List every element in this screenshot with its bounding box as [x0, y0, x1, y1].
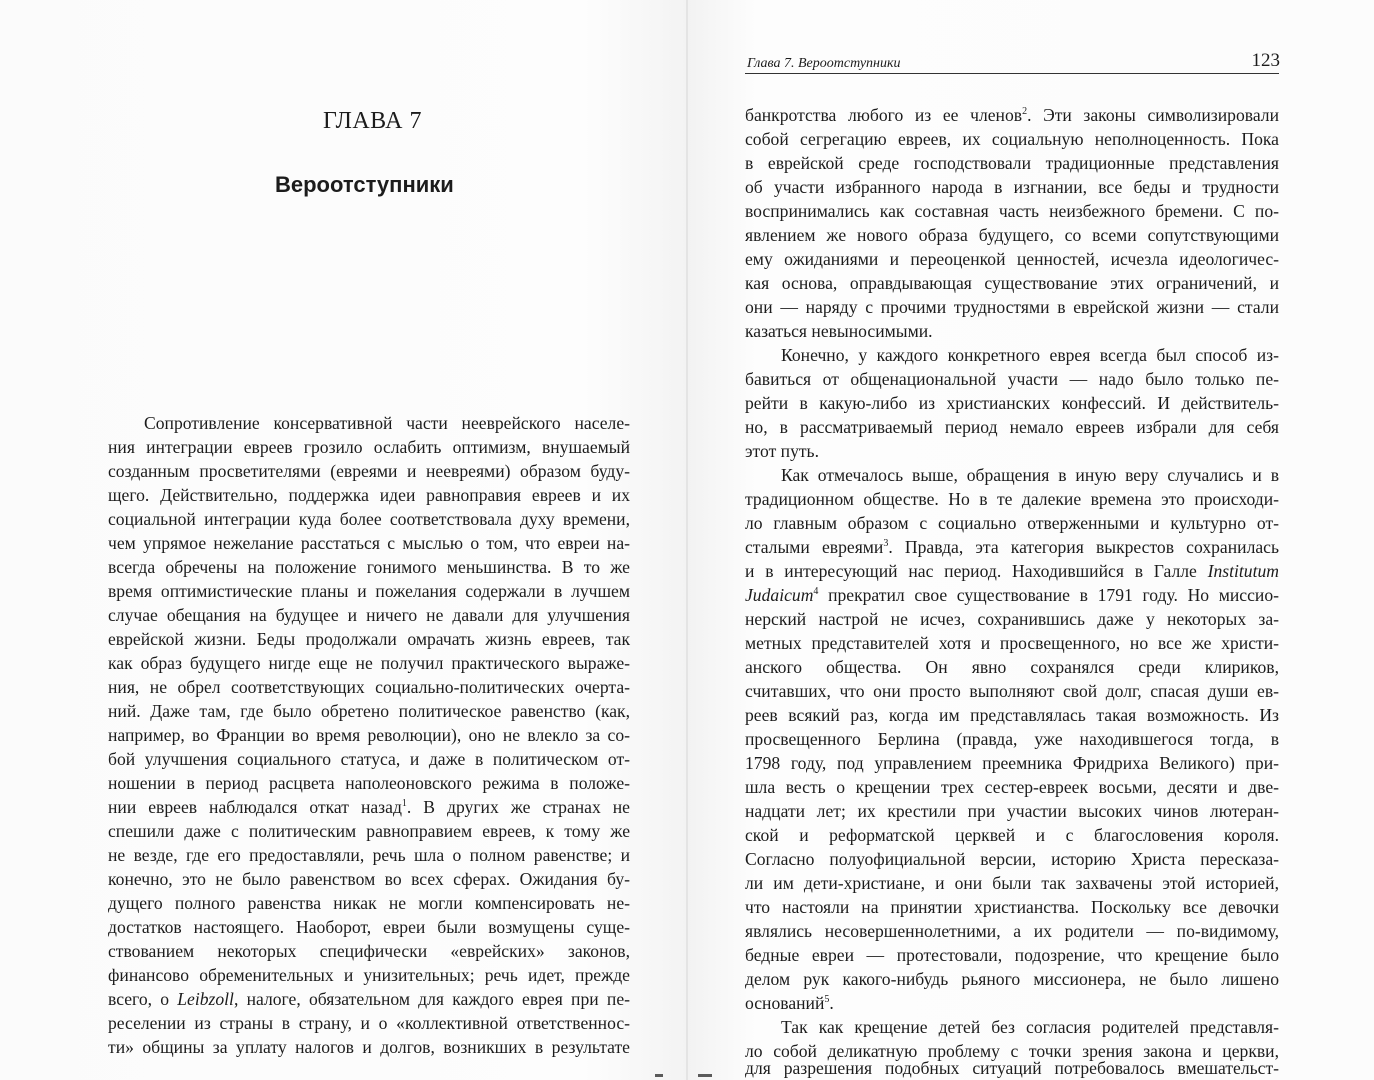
- text-line: ствованием некоторых специфически «еврейских» законов,: [108, 941, 630, 961]
- text-line: об участи избранного народа в изгнании, все беды и трудности: [745, 177, 1279, 197]
- text-line: просвещенного Берлина (правда, уже находившегося тогда, в: [745, 729, 1279, 749]
- text-run: прекратил свое существование в 1791 году. Но миссио-: [818, 585, 1279, 605]
- text-line: финансово обременительных и унизительных; речь идет, прежде: [108, 965, 630, 985]
- text-line: традиционном обществе. Но в те далекие времена это происходи-: [745, 489, 1279, 509]
- italic-term: Leibzoll: [177, 989, 234, 1009]
- text-line: [745, 991, 1279, 1015]
- text-line: спешили даже с политическим равноправием евреев, к тому же: [108, 821, 630, 841]
- text-line: являлись несовершеннолетними, а их родители — по-видимому,: [745, 921, 1279, 941]
- text-run: оснований: [745, 993, 825, 1013]
- text-line: [745, 535, 1279, 559]
- text-line: еврейской жизни. Беды продолжали омрачать жизнь евреев, так: [108, 629, 630, 649]
- chapter-number: ГЛАВА 7: [323, 108, 423, 134]
- running-head: Глава 7. Вероотступники: [747, 56, 901, 71]
- text-line: рейти в какую-либо из христианских конфессий. И действитель-: [745, 393, 1279, 413]
- text-line: 1798 году, под управлением преемника Фридриха Великого) при-: [745, 753, 1279, 773]
- text-line: ния интеграции евреев грозило ослабить оптимизм, внушаемый: [108, 437, 630, 457]
- text-line: социальной интеграции куда более соответствовала духу времени,: [108, 509, 630, 529]
- text-line: делом рук какого-нибудь рьяного миссионера, не было лишено: [745, 969, 1279, 989]
- header-rule: [745, 73, 1279, 74]
- text-line: бавиться от общенациональной участи — надо было только пе-: [745, 369, 1279, 389]
- text-line: для разрешения подобных ситуаций потребовалось вмешательст-: [745, 1058, 1279, 1078]
- text-line: реев всякий раз, когда им представлялась такая возможность. Из: [745, 705, 1279, 725]
- footnote-ref: 5: [824, 994, 830, 1006]
- text-line: не везде, где его предоставляли, речь шла о полном равенстве; и: [108, 845, 630, 865]
- italic-term: Institutum: [1207, 561, 1279, 581]
- footnote-ref: 4: [813, 586, 819, 598]
- text-run: сталыми евреями: [745, 537, 884, 557]
- text-run: и в интересующий нас период. Находившийся в Галле: [745, 561, 1208, 581]
- page-number: 123: [1251, 50, 1280, 71]
- text-line: Так как крещение детей без согласия родителей представля-: [781, 1017, 1279, 1037]
- text-line: что настояли на принятии христианства. Поскольку все девочки: [745, 897, 1279, 917]
- text-line: казаться невыносимыми.: [745, 321, 933, 341]
- text-line: конечно, это не было равенством во всех сферах. Ожидания бу-: [108, 869, 630, 889]
- text-line: реселении из страны в страну, и о «коллективной ответственнос-: [108, 1013, 630, 1033]
- text-run: . Правда, эта категория выкрестов сохранилась: [888, 537, 1279, 557]
- text-line: например, во Франции во время революции), оно не влекло за со-: [108, 725, 630, 745]
- text-line: но, в рассматриваемый период немало евреев избрали для себя: [745, 417, 1279, 437]
- text-line: анского общества. Он явно сохранялся среди клириков,: [745, 657, 1279, 677]
- footnote-ref: 2: [1022, 106, 1028, 118]
- text-line: [745, 559, 1279, 583]
- text-line: Конечно, у каждого конкретного еврея всегда был способ из-: [781, 345, 1279, 365]
- text-line: [745, 103, 1279, 127]
- text-line: ло главным образом с социально отверженными и культурно от-: [745, 513, 1279, 533]
- text-run: , налоге, обязательном для каждого еврея при пе-: [233, 989, 630, 1009]
- text-run: . В других же странах не: [406, 797, 630, 817]
- text-line: [745, 583, 1279, 607]
- text-line: этот путь.: [745, 441, 819, 461]
- chapter-title: Вероотступники: [275, 172, 454, 197]
- text-line: они — наряду с прочими трудностями в еврейской жизни — стали: [745, 297, 1279, 317]
- italic-term: Judaicum: [745, 585, 814, 605]
- gutter-shadow: [686, 0, 688, 1080]
- text-line: щего. Действительно, поддержка идеи равноправия евреев и их: [108, 485, 630, 505]
- text-run: нии евреев наблюдался откат назад: [108, 797, 402, 817]
- text-run: .: [829, 993, 834, 1013]
- text-line: шла весть о крещении трех сестер-евреек восьми, десяти и две-: [745, 777, 1279, 797]
- text-line: собой сегрегацию евреев, их социальную неполноценность. Пока: [745, 129, 1279, 149]
- text-run: банкротства любого из ее членов: [745, 105, 1023, 125]
- text-line: Сопротивление консервативной части нееврейского населе-: [144, 413, 630, 433]
- text-line: бой улучшения социального статуса, и даже в политическом от-: [108, 749, 630, 769]
- text-line: нерский настрой не исчез, сохранившись даже у некоторых за-: [745, 609, 1279, 629]
- text-line: кая основа, оправдывающая существование этих ограничений, и: [745, 273, 1279, 293]
- text-line: ний. Даже там, где было обретено политическое равенство (как,: [108, 701, 630, 721]
- text-line: случае обещания на будущее и ничего не давали для улучшения: [108, 605, 630, 625]
- text-line: время оптимистические планы и пожелания содержали в лучшем: [108, 581, 630, 601]
- text-line: ло собой деликатную проблему с точки зрения закона и церкви,: [745, 1041, 1279, 1061]
- text-line: Согласно полуофициальной версии, историю Христа пересказа-: [745, 849, 1279, 869]
- text-line: всегда обречены на положение гонимого меньшинства. В то же: [108, 557, 630, 577]
- text-line: ской и реформатской церквей и с благословения короля.: [745, 825, 1279, 845]
- text-line: ния, не обрел соответствующих социально-политических очерта-: [108, 677, 630, 697]
- text-line: созданным просветителями (евреями и неевреями) образом буду-: [108, 461, 630, 481]
- text-line: явлением же нового образа будущего, со всеми сопутствующими: [745, 225, 1279, 245]
- text-line: в еврейской среде господствовали традиционные представления: [745, 153, 1279, 173]
- text-line: считавших, что они просто выполняют свой долг, спасая души ев-: [745, 681, 1279, 701]
- text-line: воспринимались как составная часть неизбежного бремени. С по-: [745, 201, 1279, 221]
- text-line: чем упрямое нежелание расстаться с мыслью о том, что евреи на-: [108, 533, 630, 553]
- text-line: [108, 795, 630, 819]
- text-line: как образ будущего нигде еще не получил практического выраже-: [108, 653, 630, 673]
- text-line: бедные евреи — протестовали, подозрение, что крещение было: [745, 945, 1279, 965]
- text-line: метных представителей хотя и просвещенного, но все же христи-: [745, 633, 1279, 653]
- footnote-ref: 3: [883, 538, 889, 550]
- text-run: всего, о: [108, 989, 178, 1009]
- text-line: надцати лет; их крестили при участии высоких чинов лютеран-: [745, 801, 1279, 821]
- text-line: ти» общины за уплату налогов и долгов, возникших в результате: [108, 1037, 630, 1057]
- text-line: дущего полного равенства никак не могли компенсировать не-: [108, 893, 630, 913]
- text-line: ему ожиданиями и переоценкой ценностей, исчезла идеологичес-: [745, 249, 1279, 269]
- text-line: ли им дети-христиане, и они были так захвачены этой историей,: [745, 873, 1279, 893]
- scan-artifact: [698, 1074, 712, 1077]
- footnote-ref: 1: [401, 798, 407, 810]
- text-line: [108, 987, 630, 1011]
- text-line: достатков настоящего. Наоборот, евреи были возмущены суще-: [108, 917, 630, 937]
- scan-artifact: [655, 1074, 663, 1077]
- text-line: Как отмечалось выше, обращения в иную веру случались и в: [781, 465, 1279, 485]
- text-run: . Эти законы символизировали: [1027, 105, 1279, 125]
- text-line: ношении в период расцвета наполеоновского режима в положе-: [108, 773, 630, 793]
